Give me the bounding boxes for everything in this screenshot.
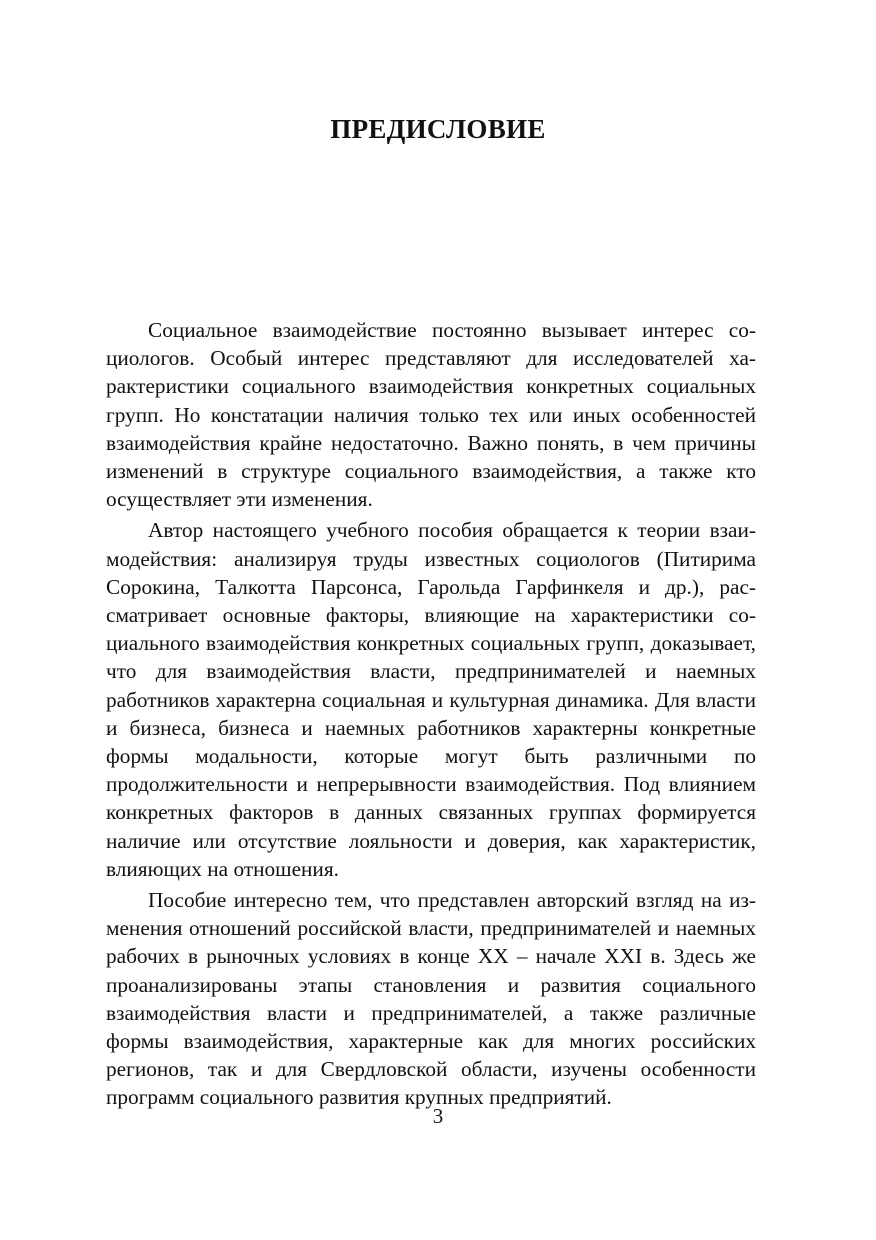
paragraph-3: Пособие интересно тем, что представлен авторский взгляд на изменения отношений российской власти, предпринимателей и наемных рабочих в рыночных условиях в конце XX – начале XXI в. Здесь же проанализированы этапы становления и развития социального взаимодействия власти и предпринимателей, а также различные формы взаимодействия, характерные как для многих российских регионов, так и для Свердловской области, изучены особенности программ социального развития крупных предприятий. <box>106 888 756 1110</box>
paragraph-2: Автор настоящего учебного пособия обращается к теории взаимодействия: анализируя труды известных социологов (Питирима Сорокина, Талкотта Парсонса, Гарольда Гарфинкеля и др.), рассматривает основные факторы, влияющие на характеристики социального взаимодействия конкретных социальных групп, доказывает, что для взаимодействия власти, предпринимателей и наемных работников характерна социальная и культурная динамика. Для власти и бизнеса, бизнеса и наемных работников характерны конкретные формы модальности, которые могут быть различными по продолжительности и непрерывности взаимодействия. Под влиянием конкретных факторов в данных связанных группах формируется наличие или отсутствие лояльности и доверия, как характеристик, влияющих на отношения. <box>106 518 756 881</box>
page-title: ПРЕДИСЛОВИЕ <box>330 114 546 144</box>
page-number: 3 <box>432 1104 444 1128</box>
paragraph-1: Социальное взаимодействие постоянно вызывает интерес социологов. Особый интерес представляют для исследователей характеристики социального взаимодействия конкретных социальных групп. Но констатации наличия только тех или иных особенностей взаимодействия крайне недостаточно. Важно понять, в чем причины изменений в структуре социального взаимодействия, а также кто осуществляет эти изменения. <box>106 318 756 512</box>
preface-body <box>106 316 756 1115</box>
